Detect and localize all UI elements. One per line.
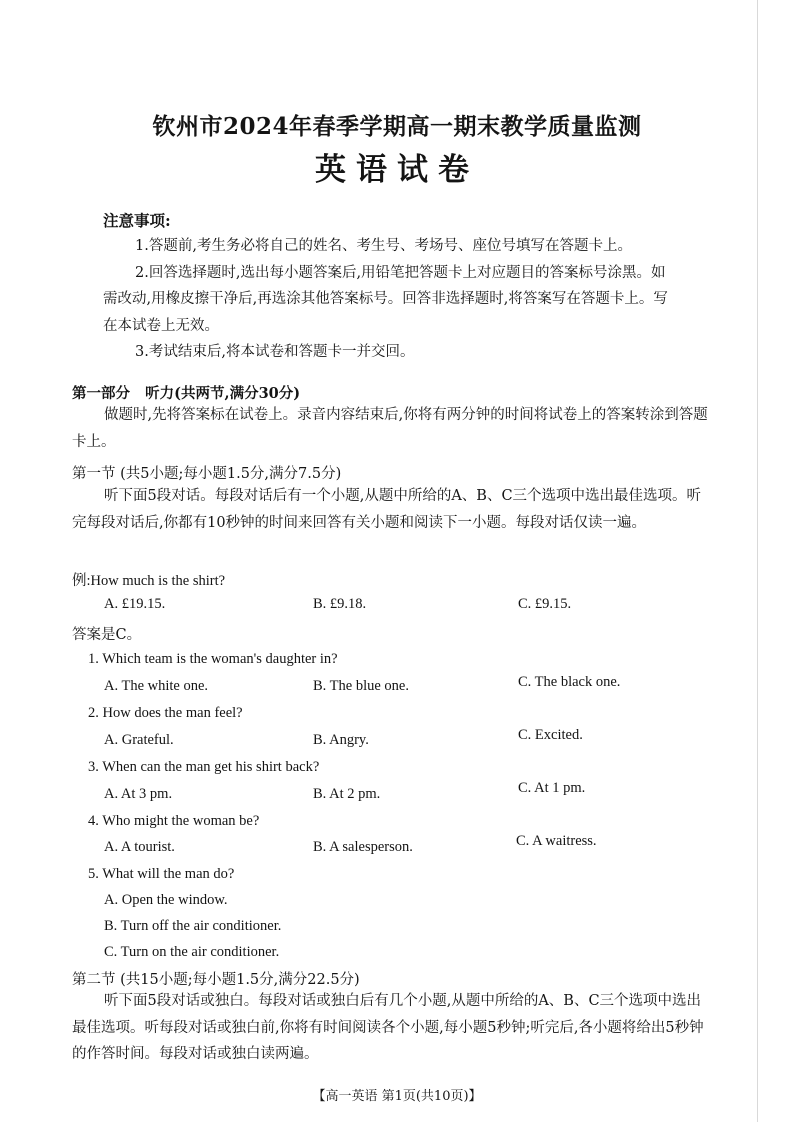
- q3-option-a: A. At 3 pm.: [104, 786, 173, 802]
- q5-option-a: A. Open the window.: [104, 892, 228, 908]
- notice-title: 注意事项:: [103, 211, 171, 230]
- question-5: 5. What will the man do?: [88, 866, 235, 882]
- page-footer: 【高一英语 第1页(共10页)】: [312, 1089, 482, 1104]
- question-4: 4. Who might the woman be?: [88, 813, 260, 829]
- section2-heading: 第二节 (共15小题;每小题1.5分,满分22.5分): [72, 972, 360, 988]
- q4-option-b: B. A salesperson.: [313, 839, 413, 855]
- q4-option-c: C. A waitress.: [516, 833, 597, 849]
- section1-instructions: 听下面5段对话。每段对话后有一个小题,从题中所给的A、B、C三个选项中选出最佳选项。听完每段对话后,你都有10秒钟的时间来回答有关小题和阅读下一小题。每段对话仅读一遍。: [72, 488, 702, 531]
- part1-heading-text: 听力(共两节,满分30分): [145, 385, 301, 402]
- q3-option-c: C. At 1 pm.: [518, 780, 586, 796]
- example-option-b: B. £9.18.: [313, 596, 367, 612]
- question-1: 1. Which team is the woman's daughter in?: [88, 651, 338, 667]
- example-option-a: A. £19.15.: [104, 596, 166, 612]
- notice-item-1: 1.答题前,考生务必将自己的姓名、考生号、考场号、座位号填写在答题卡上。: [135, 238, 632, 254]
- q5-option-c: C. Turn on the air conditioner.: [104, 944, 280, 960]
- notice-item-3: 3.考试结束后,将本试卷和答题卡一并交回。: [135, 344, 415, 360]
- q2-option-a: A. Grateful.: [104, 732, 174, 748]
- notice-list: [103, 233, 673, 366]
- example-answer: 答案是C。: [72, 627, 142, 643]
- q4-option-a: A. A tourist.: [104, 839, 175, 855]
- q2-option-b: B. Angry.: [313, 732, 369, 748]
- example-option-c: C. £9.15.: [518, 596, 572, 612]
- section1-heading: 第一节 (共5小题;每小题1.5分,满分7.5分): [72, 466, 342, 482]
- notice-item-2: 2.回答选择题时,选出每小题答案后,用铅笔把答题卡上对应题目的答案标号涂黑。如需改动,用橡皮擦干净后,再选涂其他答案标号。回答非选择题时,将答案写在答题卡上。写在本试卷上无效。: [103, 264, 668, 334]
- part1-heading-label: 第一部分: [72, 385, 130, 402]
- part1-heading: [72, 382, 300, 403]
- exam-title: 钦州市2024年春季学期高一期末教学质量监测: [152, 113, 642, 140]
- part1-intro: 做题时,先将答案标在试卷上。录音内容结束后,你将有两分钟的时间将试卷上的答案转涂到答题卡上。: [72, 407, 708, 450]
- example-question: 例:How much is the shirt?: [72, 573, 226, 589]
- q3-option-b: B. At 2 pm.: [313, 786, 381, 802]
- question-3: 3. When can the man get his shirt back?: [88, 759, 320, 775]
- q5-option-b: B. Turn off the air conditioner.: [104, 918, 282, 934]
- question-2: 2. How does the man feel?: [88, 705, 243, 721]
- section2-instructions: 听下面5段对话或独白。每段对话或独白后有几个小题,从题中所给的A、B、C三个选项中选出最佳选项。听每段对话或独白前,你将有时间阅读各个小题,每小题5秒钟;听完后,各小题将给出5秒钟的作答时间。每段对话或独白读两遍。: [72, 993, 704, 1062]
- q1-option-b: B. The blue one.: [313, 678, 409, 694]
- exam-subtitle: 英语试卷: [315, 152, 479, 188]
- q2-option-c: C. Excited.: [518, 727, 583, 743]
- q1-option-c: C. The black one.: [518, 674, 621, 690]
- q1-option-a: A. The white one.: [104, 678, 209, 694]
